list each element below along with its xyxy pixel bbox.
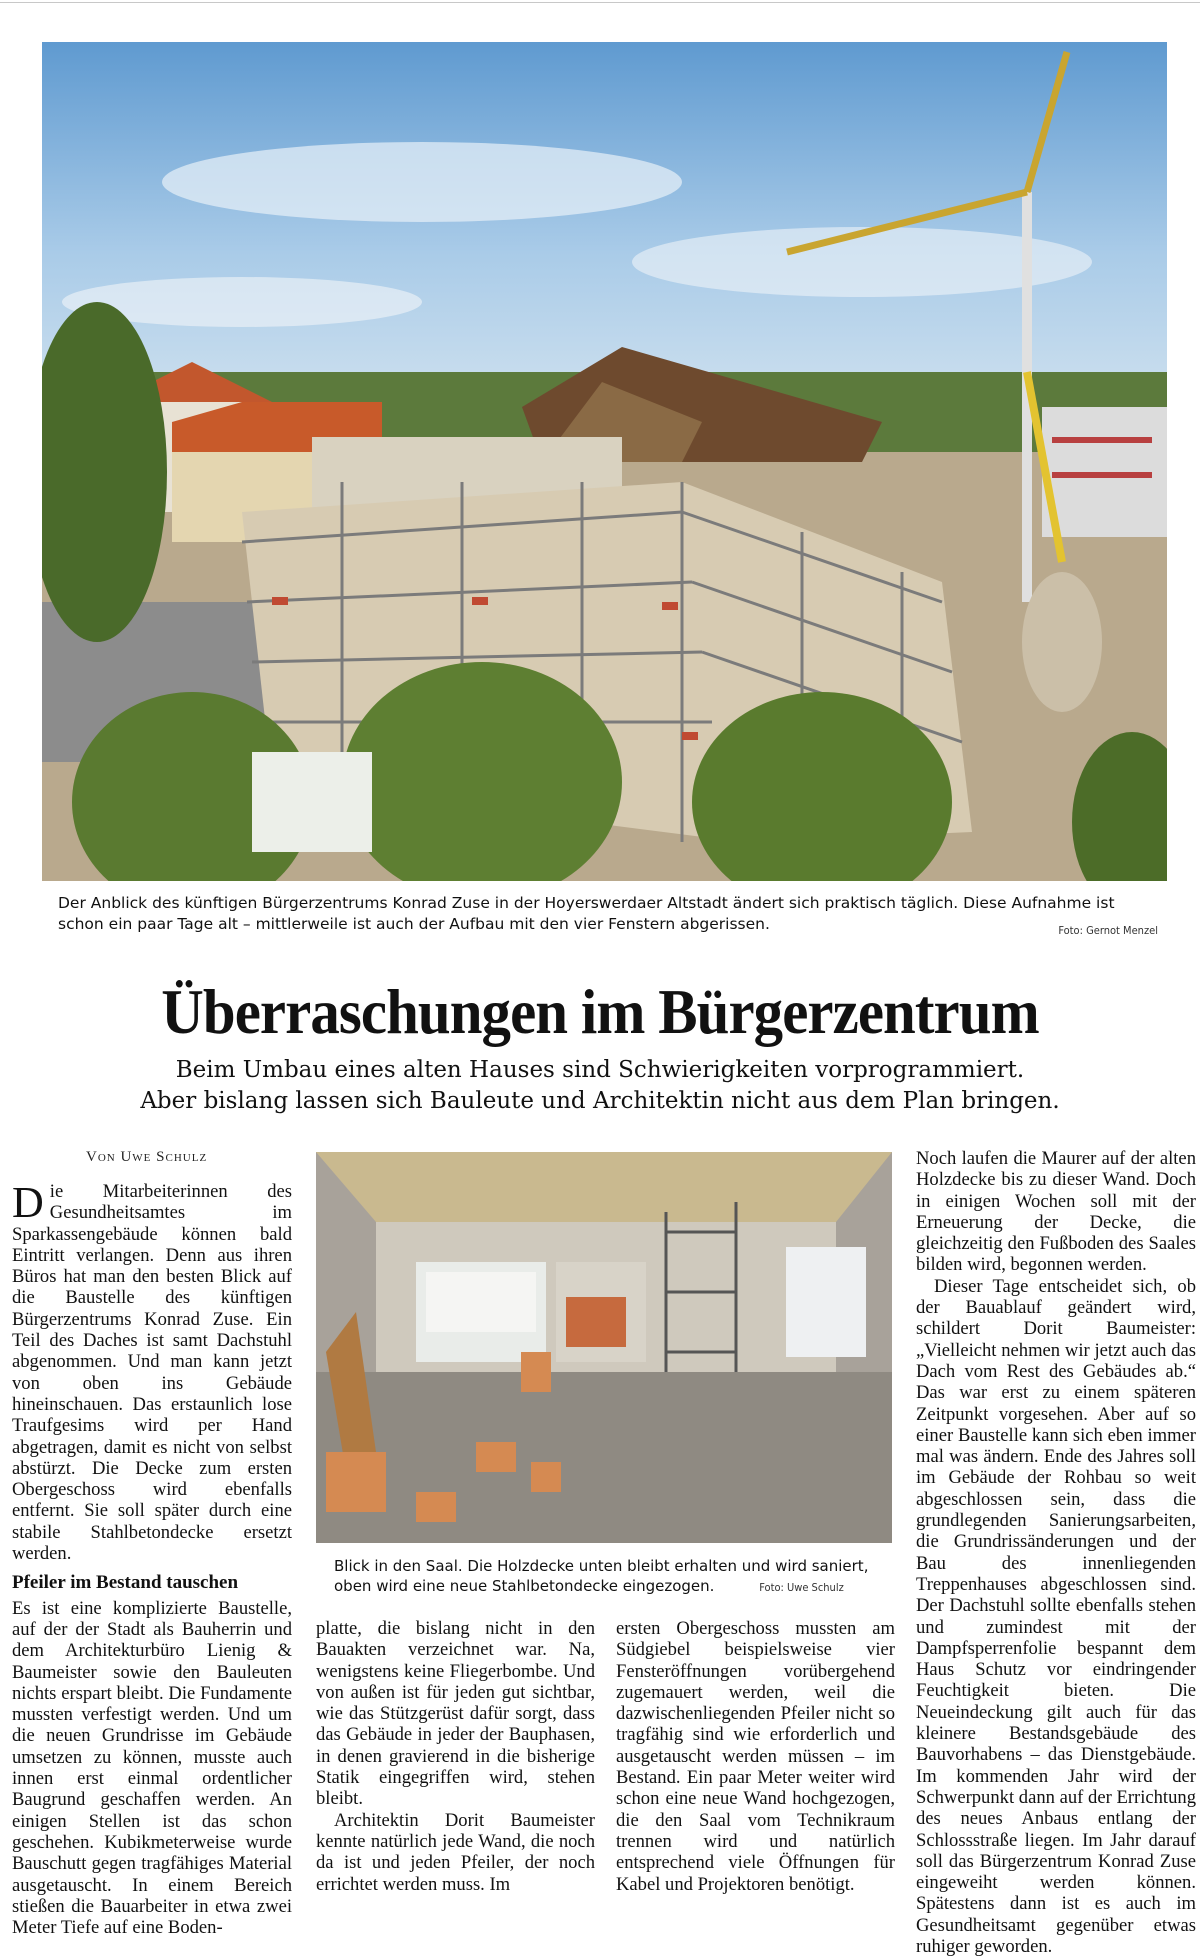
author-byline: Von Uwe Schulz xyxy=(86,1149,208,1165)
article-paragraph-4: Architektin Dorit Baumeister kennte natürlich jede Wand, die noch da ist und jeden Pfeiler, der noch errichtet werden muss. Im xyxy=(316,1809,595,1895)
hall-photo-credit: Foto: Uwe Schulz xyxy=(759,1581,844,1594)
article-paragraph-5: ersten Obergeschoss mussten am Südgiebel beispielsweise vier Fensteröffnungen vorübergehend zugemauert werden, weil die dazwischenliegenden Pfeiler nicht so tragfähig sind wie erforderlich und ausgetauscht werden müssen – im Bestand. Ein paar Meter weiter wird schon eine neue Wand hochgezogen, die den Saal vom Technikraum trennen wird und natürlich entsprechend viele Öffnungen für Kabel und Projektoren benötigt. xyxy=(616,1618,895,1895)
drop-cap: D xyxy=(12,1178,44,1227)
article-paragraph-1-text: ie Mitarbeiterinnen des Gesundheitsamtes im Sparkassengebäude können bald Eintritt verlangen. Denn aus ihren Büros hat man den besten Blick auf die Baustelle des künftigen Bürgerzentrums Konrad Zuse. Ein Teil des Daches ist samt Dachstuhl abgenommen. Und man kann jetzt von oben ins Gebäude hineinschauen. Das erstaunlich lose Traufgesims wird per Hand abgetragen, damit es nicht von selbst abstürzt. Die Decke zum ersten Obergeschoss wird ebenfalls entfernt. Sie soll später durch eine stabile Stahlbetondecke ersetzt werden. xyxy=(12,1181,292,1565)
article-column-4 xyxy=(916,1148,1196,1957)
subheadline-line-1: Beim Umbau eines alten Hauses sind Schwierigkeiten vorprogrammiert. xyxy=(175,1057,1025,1083)
article-column-2 xyxy=(316,1618,595,1895)
headline: Überraschungen im Bürgerzentrum xyxy=(161,976,1039,1047)
article-paragraph-2: Es ist eine komplizierte Baustelle, auf der der Stadt als Bauherrin und dem Architekturbüro Lienig & Baumeister sowie den Bauleuten nichts erspart bleibt. Die Fundamente mussten verfestigt werden. Und um die neuen Grundrisse im Gebäude umsetzen zu können, musste auch innen erst einmal ordentlicher Baugrund geschaffen werden. An einigen Stellen ist das schon geschehen. Kubikmeterweise wurde Bauschutt gegen tragfähiges Material ausgetauscht. In einem Bereich stießen die Bauarbeiter in etwa zwei Meter Tiefe auf eine Boden- xyxy=(12,1597,292,1939)
main-photo-caption-text: Der Anblick des künftigen Bürgerzentrums Konrad Zuse in der Hoyerswerdaer Altstadt ändert sich praktisch täglich. Diese Aufnahme ist schon ein paar Tage alt – mittlerweile ist auch der Aufbau mit den vier Fenstern abgerissen. xyxy=(58,894,1115,933)
top-rule xyxy=(0,2,1200,3)
construction-photo xyxy=(42,42,1167,881)
subheadline-line-2: Aber bislang lassen sich Bauleute und Architektin nicht aus dem Plan bringen. xyxy=(140,1088,1060,1114)
article-paragraph-7: Dieser Tage entscheidet sich, ob der Bauablauf geändert wird, schildert Dorit Baumeister: „Vielleicht nehmen wir jetzt auch das Dach vom Rest des Gebäudes ab.“ Das war erst zu einem späteren Zeitpunkt vorgesehen. Aber auf so einer Baustelle kann sich eben immer mal was ändern. Ende des Jahres soll im Gebäude der Rohbau so weit abgeschlossen sein, dass die grundlegenden Sanierungsarbeiten, die Grundrissänderungen und der Bau des innenliegenden Treppenhauses abgeschlossen sind. Der Dachstuhl sollte ebenfalls stehen und zumindest mit der Dampfsperrenfolie bespannt dem Haus Schutz vor eindringender Feuchtigkeit bieten. Die Neueindeckung gilt auch für das kleinere Bestandsgebäude des Bauvorhabens – das Dienstgebäude. Im kommenden Jahr wird der Schwerpunkt dann auf der Errichtung des neues Anbaus entlang der Schlossstraße liegen. Im Jahr darauf soll das Bürgerzentrum Konrad Zuse eingeweiht werden können. Spätestens dann ist es auch im Gesundheitsamt gegenüber etwas ruhiger geworden. xyxy=(916,1275,1196,1957)
main-photo-caption xyxy=(58,893,1158,941)
article-paragraph-6: Noch laufen die Maurer auf der alten Holzdecke bis zu dieser Wand. Doch in einigen Wochen soll mit der Erneuerung der Decke, die gleichzeitig den Fußboden des Saales bilden wird, begonnen werden. xyxy=(916,1148,1196,1276)
article-paragraph-1 xyxy=(12,1178,292,1565)
article-column-3 xyxy=(616,1618,895,1895)
hall-photo xyxy=(316,1152,892,1543)
main-photo-credit: Foto: Gernot Menzel xyxy=(1058,924,1158,937)
subheadline xyxy=(0,1055,1200,1117)
hall-photo-caption-text: Blick in den Saal. Die Holzdecke unten bleibt erhalten und wird saniert, oben wird eine neue Stahlbetondecke eingezogen. xyxy=(334,1557,869,1595)
hall-photo-caption xyxy=(334,1556,894,1598)
article-column-1 xyxy=(12,1178,292,1939)
article-subheading: Pfeiler im Bestand tauschen xyxy=(12,1572,239,1594)
article-paragraph-3: platte, die bislang nicht in den Bauakten verzeichnet war. Na, wenigstens keine Fliegerbombe. Und von außen ist für jeden gut sichtbar, wie das Stützgerüst dafür sorgt, dass das Gebäude in jeder der Bauphasen, in denen gravierend in die bisherige Statik eingegriffen wird, stehen bleibt. xyxy=(316,1618,595,1810)
